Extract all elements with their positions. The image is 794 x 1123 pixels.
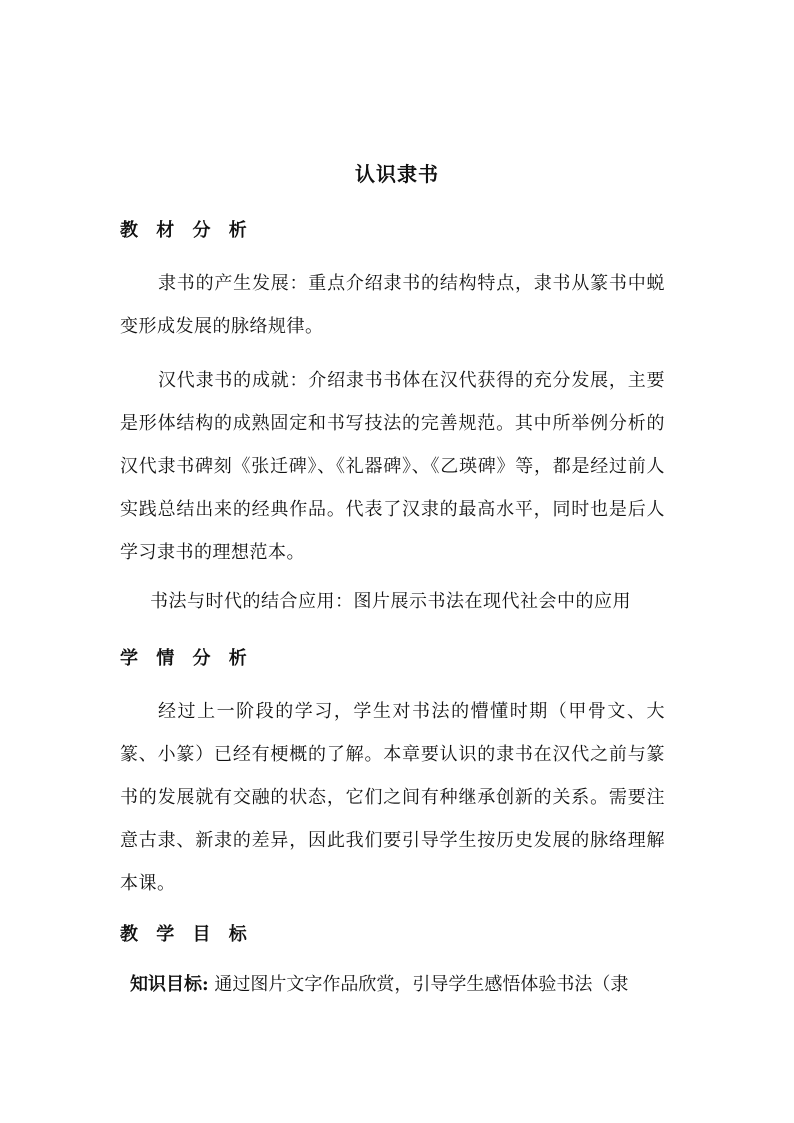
paragraph-han-achievement: 汉代隶书的成就：介绍隶书书体在汉代获得的充分发展，主要是形体结构的成熟固定和书写技法的完善规范。其中所举例分析的汉代隶书碑刻《张迁碑》、《礼器碑》、《乙瑛碑》等，都是经过前人实践总结出来的经典作品。代表了汉隶的最高水平，同时也是后人学习隶书的理想范本。 [120,370,665,563]
paragraph-student-analysis: 经过上一阶段的学习，学生对书法的懵懂时期（甲骨文、大篆、小篆）已经有梗概的了解。本章要认识的隶书在汉代之前与篆书的发展就有交融的状态，它们之间有种继承创新的关系。需要注意古隶、新隶的差异，因此我们要引导学生按历史发展的脉络理解本课。 [120,701,665,894]
knowledge-goal-line [130,963,670,1006]
knowledge-goal-label: 知识目标: [130,974,209,995]
document-title: 认识隶书 [355,162,439,186]
heading-student-analysis: 学 情 分 析 [120,648,253,669]
heading-teaching-goals: 教 学 目 标 [120,924,253,945]
heading-material-analysis: 教 材 分 析 [120,220,253,241]
paragraph-modern-application: 书法与时代的结合应用：图片展示书法在现代社会中的应用 [150,591,631,612]
paragraph-development: 隶书的产生发展：重点介绍隶书的结构特点，隶书从篆书中蜕变形成发展的脉络规律。 [120,273,665,337]
knowledge-goal-text: 通过图片文字作品欣赏，引导学生感悟体验书法（隶 [208,974,629,995]
